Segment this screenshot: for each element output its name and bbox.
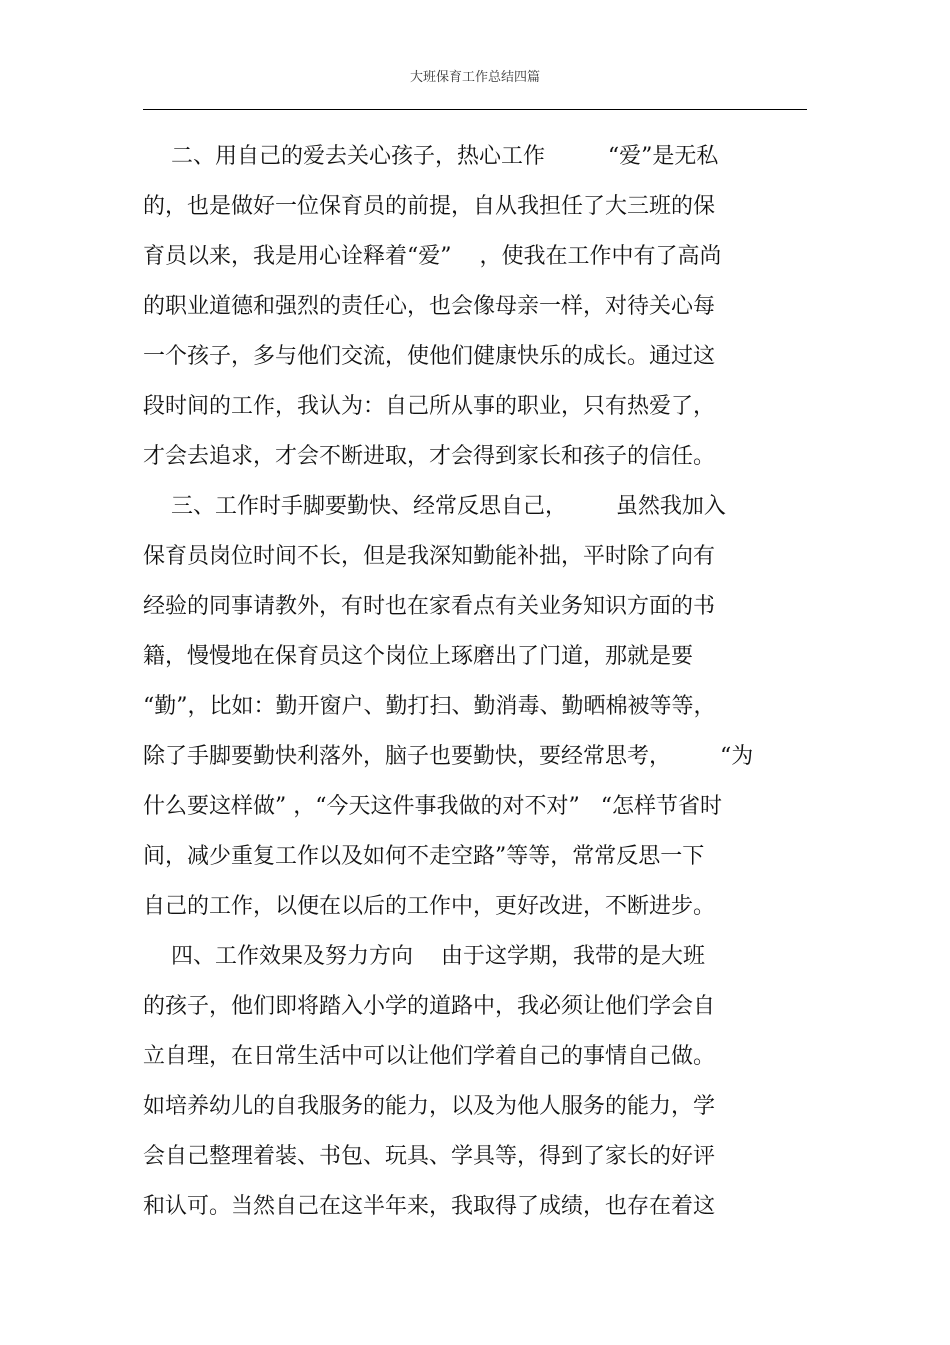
text-line: 除了手脚要勤快利落外，脑子也要勤快，要经常思考， “为 <box>143 744 754 769</box>
text-line: 和认可。当然自己在这半年来，我取得了成绩，也存在着这 <box>143 1194 716 1219</box>
text-line: 育员以来，我是用心诠释着“爱” ，使我在工作中有了高尚 <box>143 244 722 269</box>
text-line: 一个孩子，多与他们交流，使他们健康快乐的成长。通过这 <box>143 344 716 369</box>
text-line: 的，也是做好一位保育员的前提，自从我担任了大三班的保 <box>143 194 716 219</box>
document-body <box>143 132 813 1232</box>
text-line: 经验的同事请教外，有时也在家看点有关业务知识方面的书 <box>143 594 716 619</box>
text-line: 保育员岗位时间不长，但是我深知勤能补拙，平时除了向有 <box>143 544 716 569</box>
text-line: 间，减少重复工作以及如何不走空路”等等，常常反思一下 <box>143 844 705 869</box>
text-line: 什么要这样做” ，“今天这件事我做的对不对” “怎样节省时 <box>143 794 722 819</box>
text-line: 三、工作时手脚要勤快、经常反思自己， 虽然我加入 <box>143 494 726 519</box>
header-divider <box>143 109 807 110</box>
text-line: 自己的工作，以便在以后的工作中，更好改进，不断进步。 <box>143 894 716 919</box>
text-line: 的孩子，他们即将踏入小学的道路中，我必须让他们学会自 <box>143 994 716 1019</box>
text-line: 立自理，在日常生活中可以让他们学着自己的事情自己做。 <box>143 1044 716 1069</box>
page-header: 大班保育工作总结四篇 <box>409 70 540 85</box>
text-line: 才会去追求，才会不断进取，才会得到家长和孩子的信任。 <box>143 444 716 469</box>
text-line: 二、用自己的爱去关心孩子，热心工作 “爱”是无私 <box>143 144 719 169</box>
text-line: 四、工作效果及努力方向 由于这学期，我带的是大班 <box>143 944 705 969</box>
text-line: 会自己整理着装、书包、玩具、学具等，得到了家长的好评 <box>143 1144 716 1169</box>
text-line: 段时间的工作，我认为：自己所从事的职业，只有热爱了， <box>143 394 716 419</box>
text-line: 如培养幼儿的自我服务的能力，以及为他人服务的能力，学 <box>143 1094 716 1119</box>
text-line: “勤”，比如：勤开窗户、勤打扫、勤消毒、勤晒棉被等等， <box>143 694 716 719</box>
text-line: 籍，慢慢地在保育员这个岗位上琢磨出了门道，那就是要 <box>143 644 694 669</box>
text-line: 的职业道德和强烈的责任心，也会像母亲一样，对待关心每 <box>143 294 716 319</box>
